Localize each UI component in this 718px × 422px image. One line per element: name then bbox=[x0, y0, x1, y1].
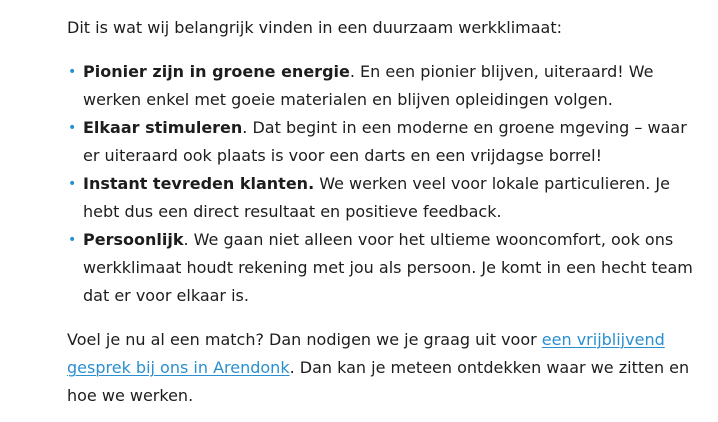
bullet-icon: • bbox=[68, 232, 77, 248]
outro-text bbox=[67, 326, 697, 410]
list-item-text: We werken veel voor lokale particulieren. Je hebt dus een direct resultaat en positieve feedback. bbox=[83, 174, 670, 221]
list-item-title: Instant tevreden klanten. bbox=[83, 174, 315, 193]
outro-text-after: . Dan kan je meteen ontdekken waar we zitten en hoe we werken. bbox=[67, 358, 690, 405]
list-item-text: . En een pionier blijven, uiteraard! We werken enkel met goeie materialen en blijven opleidingen volgen. bbox=[83, 62, 654, 109]
bullet-icon: • bbox=[68, 120, 77, 136]
outro-text-before: Voel je nu al een match? Dan nodigen we je graag uit voor bbox=[67, 330, 542, 349]
list-item-title: Pionier zijn in groene energie bbox=[83, 62, 350, 81]
list-item bbox=[68, 114, 697, 170]
intro-text: Dit is wat wij belangrijk vinden in een duurzaam werkklimaat: bbox=[67, 18, 563, 37]
article-content bbox=[67, 14, 697, 410]
list-item-text: . We gaan niet alleen voor het ultieme wooncomfort, ook ons werkklimaat houdt rekening met jou als persoon. Je komt in een hecht team dat er voor elkaar is. bbox=[83, 230, 693, 305]
list-item-title: Elkaar stimuleren bbox=[83, 118, 243, 137]
list-item bbox=[68, 58, 697, 114]
bullet-icon: • bbox=[68, 64, 77, 80]
list-item bbox=[68, 170, 697, 226]
values-list bbox=[67, 58, 697, 310]
list-item bbox=[68, 226, 697, 310]
contact-link[interactable]: een vrijblijvend gesprek bij ons in Arendonk bbox=[67, 330, 665, 377]
list-item-title: Persoonlijk bbox=[83, 230, 184, 249]
list-item-text: . Dat begint in een moderne en groene mgeving – waar er uiteraard ook plaats is voor een darts en een vrijdagse borrel! bbox=[83, 118, 687, 165]
bullet-icon: • bbox=[68, 176, 77, 192]
